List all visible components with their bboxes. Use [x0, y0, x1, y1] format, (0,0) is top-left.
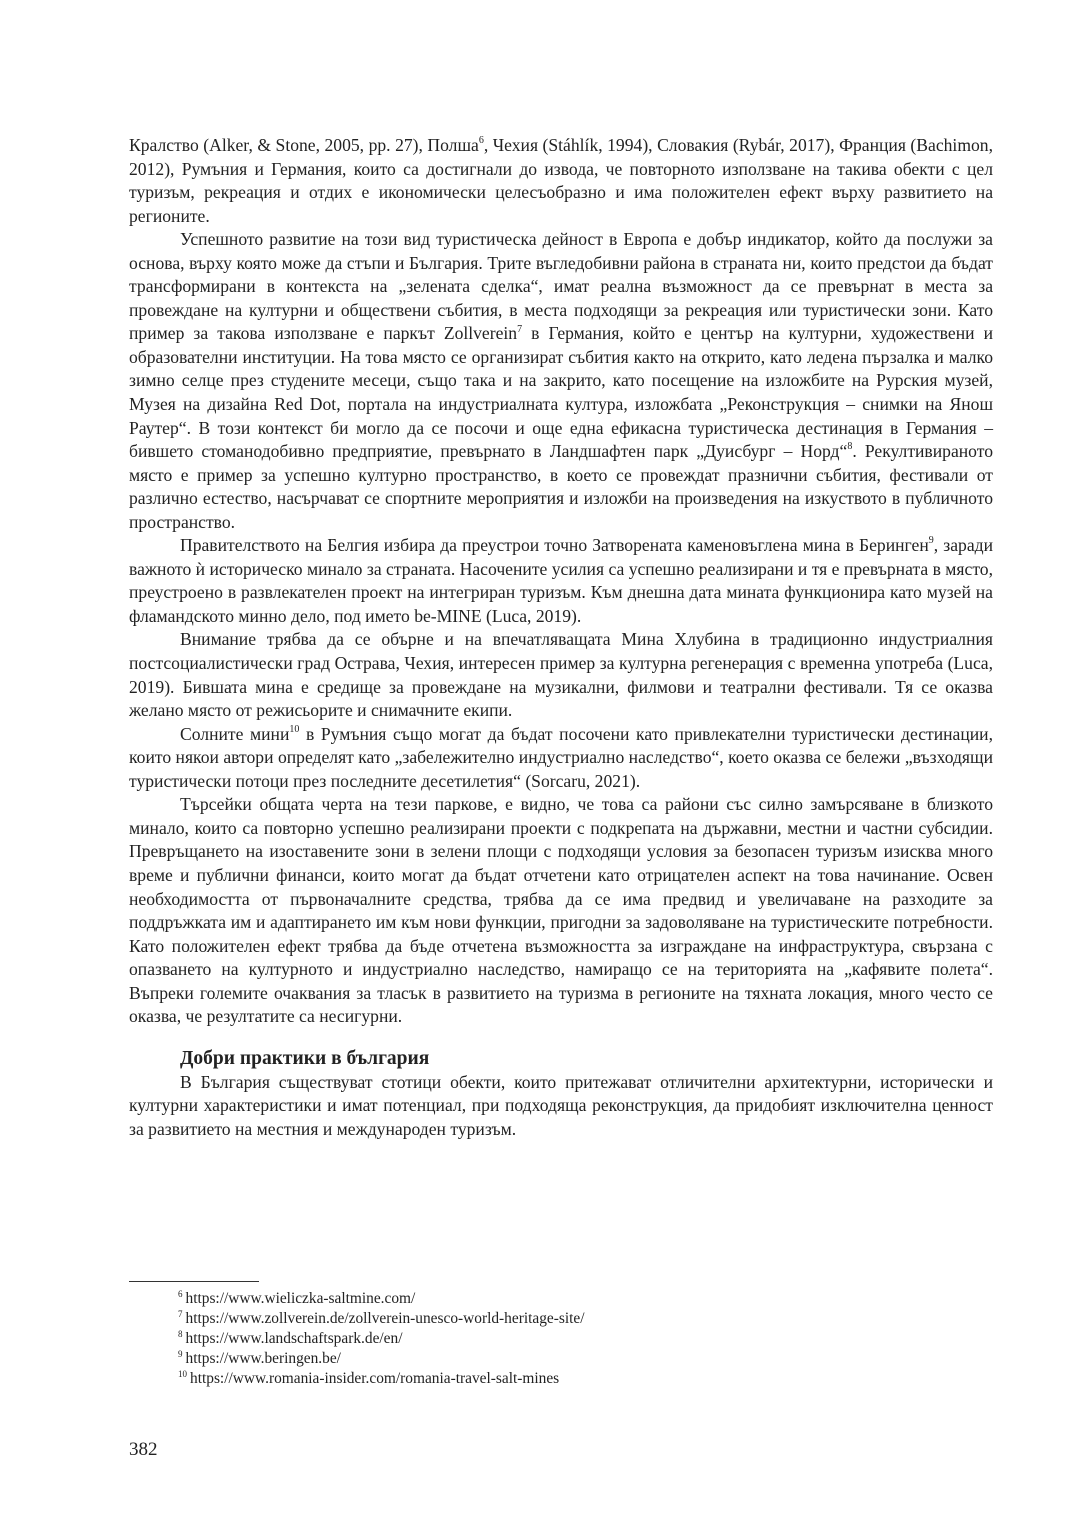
footnote-number: 6 — [178, 1288, 183, 1299]
footnote — [178, 1289, 978, 1309]
paragraph: Кралство (Alker, & Stone, 2005, pp. 27), Полша$^6$, Чехия (Stáhlík, 1994), Словакия (Rybár, 2017), Франция (Bachimon, 2012), Румъния и Германия, които са достигнали до извода, че повторното използване на такива обекти с цел туризъм, рекреация и отдих е икономически целесъобразно и има положителен ефект върху развитието на регионите. — [129, 135, 994, 226]
page-number: 382 — [129, 1439, 158, 1460]
section-heading: Добри практики в българия — [180, 1047, 430, 1069]
footnote-ref[interactable]: 10 — [289, 723, 300, 735]
footnote-divider — [129, 1281, 259, 1282]
footnote — [178, 1329, 978, 1349]
footnote-number: 8 — [178, 1329, 183, 1340]
paragraph: Солните мини$^{10}$ в Румъния също могат да бъдат посочени като привлекателни туристически дестинации, които някои автори определят като „забележително индустриално наследство“, което оказва се бележи „възходящи туристически потоци през последните десетилетия“ (Sorcaru, 2021). — [129, 723, 993, 791]
footnote-link[interactable]: https://www.wieliczka-saltmine.com/ — [185, 1290, 416, 1307]
paragraph: Търсейки общата черта на тези паркове, е видно, че това са райони със силно замърсяване в близкото минало, които са повторно успешно реализирани проекти с подкрепата на държавни, местни и частни субсидии. Превръщането на изоставените зони в зелени площи с подходящи условия за безопасен туризъм изисква много време и публични финанси, които могат да бъдат отчетени като отрицателен аспект на това начинание. Освен необходимостта от първоначалните средства, трябва да се има предвид и увеличаване на разходите за поддръжката им и адаптирането им към нови функции, пригодни за задоволяване на туристическите потребности. Като положителен ефект трябва да бъде отчетена възможността за изграждане на инфраструктура, свързана с опазването на културното и индустриално наследство, намиращо се на територията на „кафявите полета“. Въпреки големите очаквания за тласък в развитието на туризма в регионите на тяхната локация, много често се оказва, че резултатите са несигурни. — [129, 794, 993, 1027]
footnote — [178, 1349, 978, 1369]
footnote-ref[interactable]: 9 — [928, 535, 934, 547]
footnote — [178, 1369, 978, 1389]
paragraph: Успешното развитие на този вид туристическа дейност в Европа е добър индикатор, който да послужи за основа, върху която може да стъпи и България. Трите въгледобивни района в страната ни, които предстои да бъдат трансформирани в контекста на „зелената сделка“, имат реална възможност да се превърнат в места за провеждане на културни и обществени събития, в места подходящи за рекреация или туристически зони. Като пример за такова използване е паркът Zollverein$^7$ в Германия, който е център на културни, художествени и образователни институции. На това място се организират събития както на открито, като ледена пързалка и малко зимно селце през студените месеци, също така и на закрито, като посещение на изложбите на Рурския музей, Музея на дизайна Red Dot, портала на индустриалната култура, изложбата „Реконструкция – снимки на Янош Раутер“. В този контекст би могло да се посочи и още една ефикасна туристическа дестинация в Германия – бившето стоманодобивно предприятие, превърнато в Ландшафтен парк „Дуисбург – Норд“$^8$. Рекултивираното място е пример за успешно културно пространство, в което се провеждат празнични събития, фестивали от различно естество, насърчават се спортните мероприятия и изложби на произведения на изкуството в публичното пространство. — [129, 229, 993, 532]
footnote-link[interactable]: https://www.landschaftspark.de/en/ — [185, 1330, 403, 1348]
footnote — [178, 1309, 978, 1329]
footnote-number: 10 — [178, 1369, 187, 1380]
page-body — [129, 134, 993, 1141]
footnotes — [178, 1289, 978, 1389]
footnote-number: 9 — [178, 1349, 183, 1360]
footnote-ref[interactable]: 7 — [517, 323, 523, 335]
paragraph: Внимание трябва да се обърне и на впечатляващата Мина Хлубина в традиционно индустриалния постсоциалистически град Острава, Чехия, интересен пример за културна регенерация с временна употреба (Luca, 2019). Бившата мина е средище за провеждане на музикални, филмови и театрални фестивали. Тя се оказва желано място от режисьорите и снимачните екипи. — [129, 629, 993, 721]
footnote-ref[interactable]: 8 — [847, 441, 853, 453]
footnote-link[interactable]: https://www.zollverein.de/zollverein-unesco-world-heritage-site/ — [185, 1310, 585, 1328]
footnote-ref[interactable]: 6 — [478, 135, 484, 147]
paragraph: Правителството на Белгия избира да преустрои точно Затворената каменовъглена мина в Беринген$^9$, заради важното ѝ историческо минало за страната. Насочените усилия са успешно реализирани и тя е превърната в място, преустроено в развлекателен проект на интегриран туризъм. Към днешна дата мината функционира като музей на фламандското минно дело, под името be-MINE (Luca, 2019). — [129, 535, 993, 626]
footnote-link[interactable]: https://www.romania-insider.com/romania-travel-salt-mines — [190, 1370, 560, 1388]
footnote-link[interactable]: https://www.beringen.be/ — [185, 1350, 341, 1368]
paragraph: В България съществуват стотици обекти, които притежават отличителни архитектурни, исторически и културни характеристики и имат потенциал, при подходяща реконструкция, да придобият изключителна ценност за развитието на местния и международен туризъм. — [129, 1071, 993, 1139]
footnote-number: 7 — [178, 1308, 183, 1319]
